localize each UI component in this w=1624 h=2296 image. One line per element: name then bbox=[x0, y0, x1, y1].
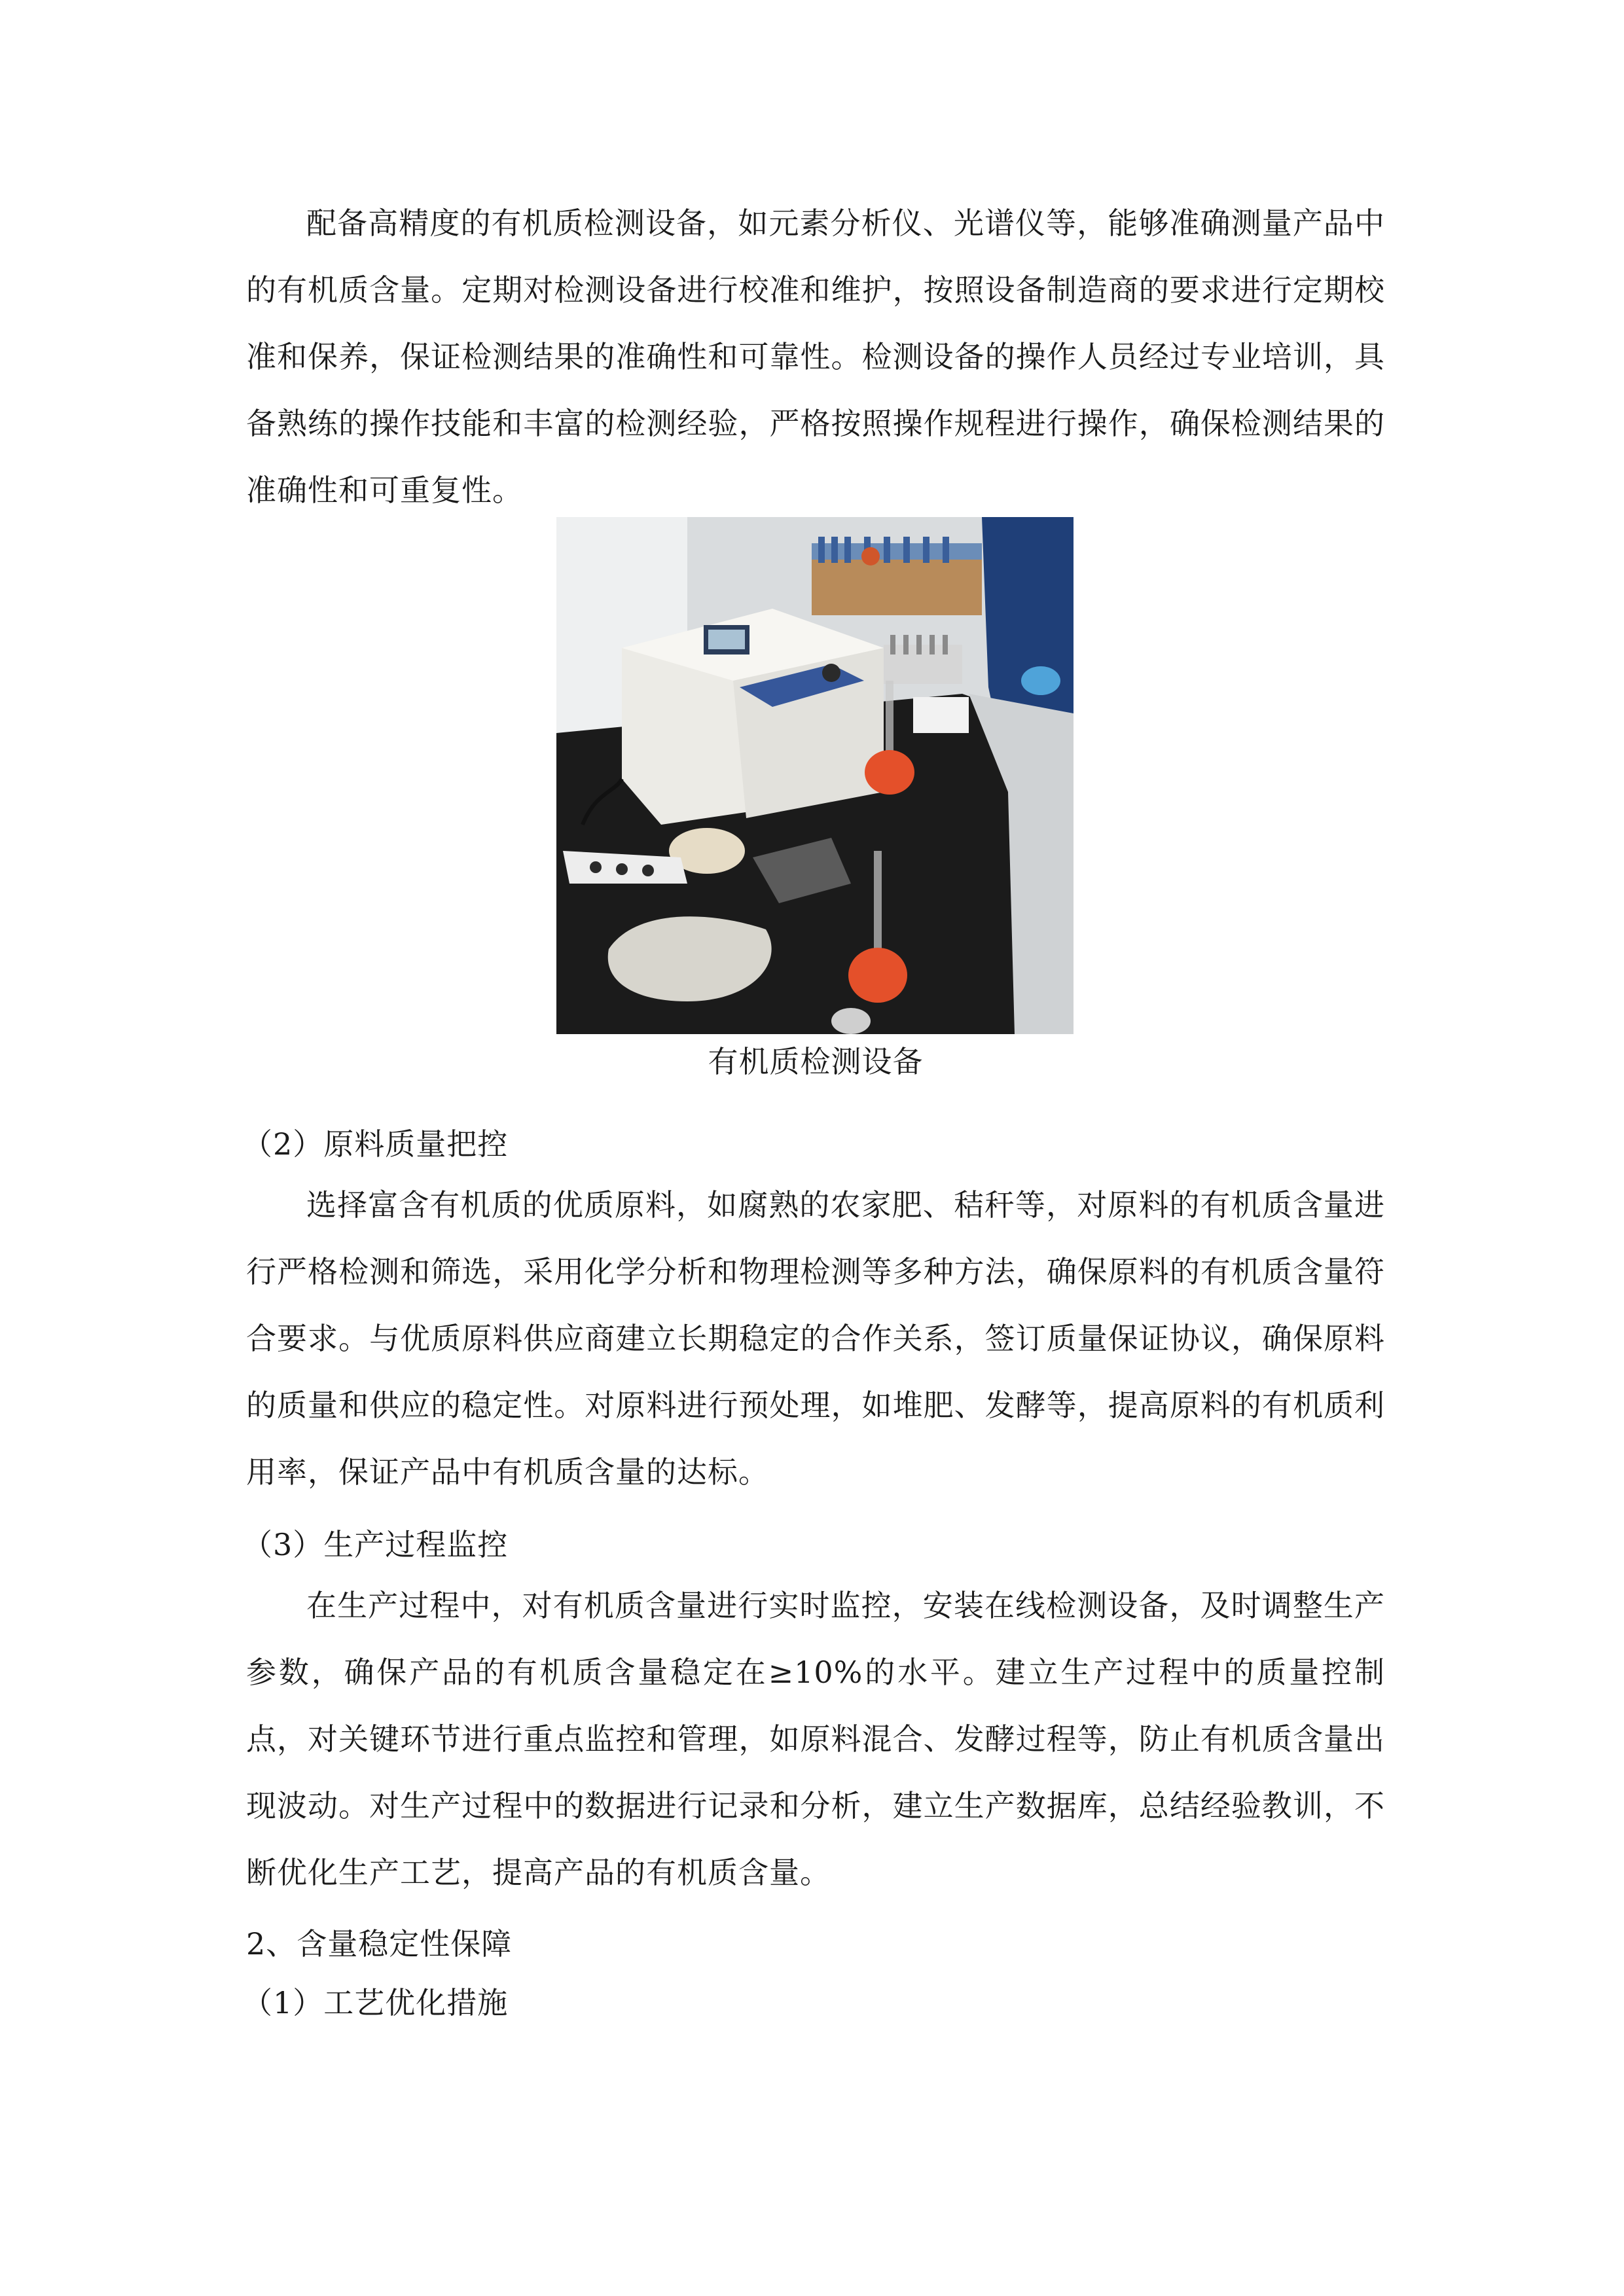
section-heading-raw-material: （2）原料质量把控 bbox=[242, 1126, 509, 1162]
intro-paragraph: 配备高精度的有机质检测设备，如元素分析仪、光谱仪等，能够准确测量产品中的有机质含量。定期对检测设备进行校准和维护，按照设备制造商的要求进行定期校准和保养，保证检测结果的准确性和可靠性。检测设备的操作人员经过专业培训，具备熟练的操作技能和丰富的检测经验，严格按照操作规程进行操作，确保检测结果的准确性和可重复性。 bbox=[246, 206, 1385, 508]
lab-equipment-photo bbox=[556, 517, 1074, 1034]
section-heading-stability: 2、含量稳定性保障 bbox=[246, 1926, 513, 1962]
section-heading-process-optimization: （1）工艺优化措施 bbox=[242, 1985, 509, 2020]
process-paragraph: 在生产过程中，对有机质含量进行实时监控，安装在线检测设备，及时调整生产参数，确保产品的有机质含量稳定在≥10%的水平。建立生产过程中的质量控制点，对关键环节进行重点监控和管理，如原料混合、发酵过程等，防止有机质含量出现波动。对生产过程中的数据进行记录和分析，建立生产数据库，总结经验教训，不断优化生产工艺，提高产品的有机质含量。 bbox=[246, 1588, 1385, 1890]
raw-material-paragraph: 选择富含有机质的优质原料，如腐熟的农家肥、秸秆等，对原料的有机质含量进行严格检测和筛选，采用化学分析和物理检测等多种方法，确保原料的有机质含量符合要求。与优质原料供应商建立长期稳定的合作关系，签订质量保证协议，确保原料的质量和供应的稳定性。对原料进行预处理，如堆肥、发酵等，提高原料的有机质利用率，保证产品中有机质含量的达标。 bbox=[246, 1187, 1385, 1490]
figure-caption: 有机质检测设备 bbox=[708, 1044, 924, 1079]
section-heading-process: （3）生产过程监控 bbox=[242, 1527, 509, 1562]
